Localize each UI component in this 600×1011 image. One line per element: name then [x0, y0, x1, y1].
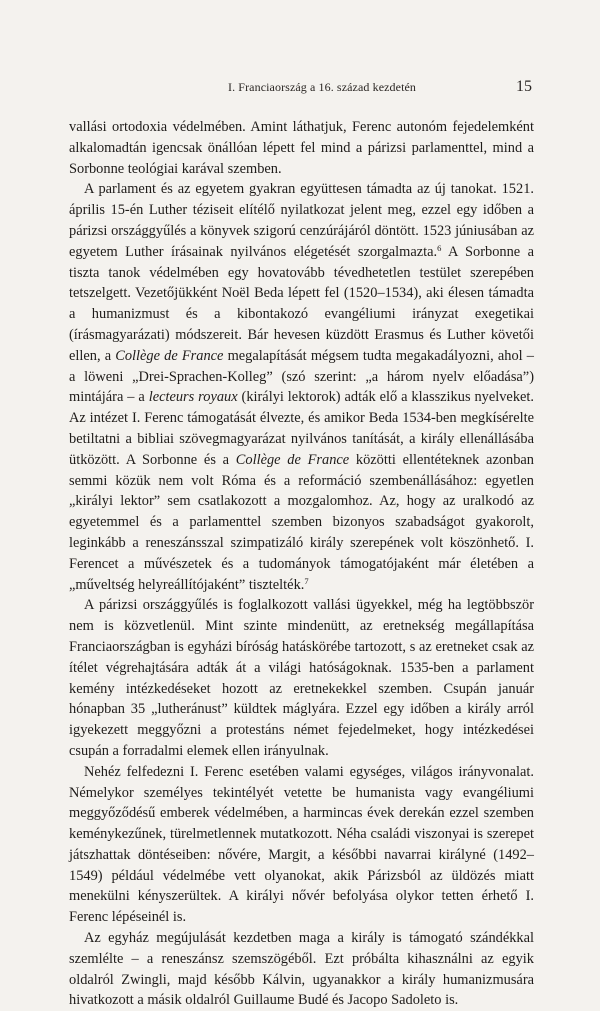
paragraph — [69, 595, 534, 761]
footnote-ref: 7 — [304, 575, 309, 586]
paragraph — [69, 762, 534, 928]
footnote-ref: 6 — [437, 242, 442, 253]
text-run: vallási ortodoxia védelmében. Amint láthatjuk, Ferenc autonóm fejedelemként alkalomadtán igencsak önállóan lépett fel mind a párizsi parlamenttel, mind a Sorbonne teológiai karával szemben. — [69, 119, 534, 177]
text-run: (királyi lektorok) adták elő a klasszikus nyelveket. Az intézet I. Ferenc támogatását élvezte, és amikor Beda 1534-ben megkísérelte betiltatni a bibliai szövegmagyarázat nyilvános tanítását, a király ellenállásába ütközött. A Sorbonne és a — [69, 389, 535, 468]
body-text — [69, 117, 534, 1011]
text-run: megalapítását mégsem tudta megakadályozni, ahol – a löweni „Drei-Sprachen-Kolleg” (szó szerint: „a három nyelv előadása”) mintájára – a — [69, 347, 534, 406]
text-run: Az egyház megújulását kezdetben maga a király is támogató szándékkal szemlélte – a reneszánsz szemszögéből. Ezt próbálta kihasználni az egyik oldalról Zwingli, majd később Kálvin, ugyanakkor a király humanizmusára hivatkozott a másik oldalról Guillaume Budé és Jacopo Sadoleto is. — [69, 930, 534, 1009]
text-run: közötti ellentéteknek azonban semmi közük nem volt Róma és a reformáció szembenállásához: egyetlen „királyi lektor” sem csatlakozott a mozgalomhoz. Az, hogy az uralkodó az egyetemmel és a parlamenttel szemben bizonyos szabadságot gyakorolt, leginkább a reneszánsszal szimpatizáló király szerepének volt köszönhető. I. Ferencet a művészetek és a tudományok támogatójaként már életében a „műveltség helyreállítójaként” tisztelték. — [69, 451, 535, 593]
page-number: 15 — [516, 78, 532, 95]
paragraph — [69, 179, 534, 595]
text-run: A parlament és az egyetem gyakran együttesen támadta az új tanokat. 1521. április 15-én Luther téziseit elítélő nyilatkozat jelent meg, ezzel egy időben a párizsi országgyűlés a könyvek szigorú cenzúrájáról döntött. 1523 júniusában az egyetem Luther írásainak nyilvános elégetését szorgalmazta. — [69, 181, 534, 260]
running-head — [0, 79, 600, 99]
running-title: I. Franciaország a 16. század kezdetén — [228, 80, 417, 94]
italic-text: Collège de France — [235, 451, 350, 468]
text-run: A Sorbonne a tiszta tanok védelmében egy hovatovább tévedhetetlen testület szerepében tetszelgett. Vezetőjükként Noël Beda lépett fel (1520–1534), aki élesen támadta a humanizmust és a kibontakozó evangéliumi irányzat exegetikai (írásmagyarázati) módszereit. Bár hevesen küzdött Erasmus és Luther követői ellen, a — [69, 243, 534, 364]
paragraph — [69, 117, 534, 179]
italic-text: Collège de France — [115, 347, 224, 364]
paragraph — [69, 928, 534, 1011]
italic-text: lecteurs royaux — [148, 389, 238, 406]
text-run: A párizsi országgyűlés is foglalkozott vallási ügyekkel, még ha legtöbbször nem is közvetlenül. Mint szinte mindenütt, az eretnekség megállapítása Franciaországban is egyházi bíróság hatáskörébe tartozott, s az eretneket csak az ítélet végrehajtására adták át a világi hatóságoknak. 1535-ben a parlament kemény intézkedéseket hozott az eretnekekkel szemben. Csupán január hónapban 35 „lutheránust” küldtek máglyára. Ezzel egy időben a király arról igyekezett meggyőzni a protestáns német fejedelmeket, hogy intézkedései csupán a forradalmi elemek ellen irányulnak. — [69, 597, 534, 759]
text-run: Nehéz felfedezni I. Ferenc esetében valami egységes, világos irányvonalat. Némelykor személyes tekintélyét vetette be humanista vagy evangéliumi meggyőződésű emberek védelmében, a harmincas évek derekán ezzel szemben keménykezűnek, türelmetlennek mutatkozott. Néha családi viszonyai is szerepet játszhattak döntéseiben: nővére, Margit, a későbbi navarrai királyné (1492–1549) például védelmébe vett olyanokat, akik Párizsból az üldözés miatt menekülni kényszerültek. A királyi nővér befolyása olykor tetten érhető I. Ferenc lépéseinél is. — [69, 763, 534, 926]
